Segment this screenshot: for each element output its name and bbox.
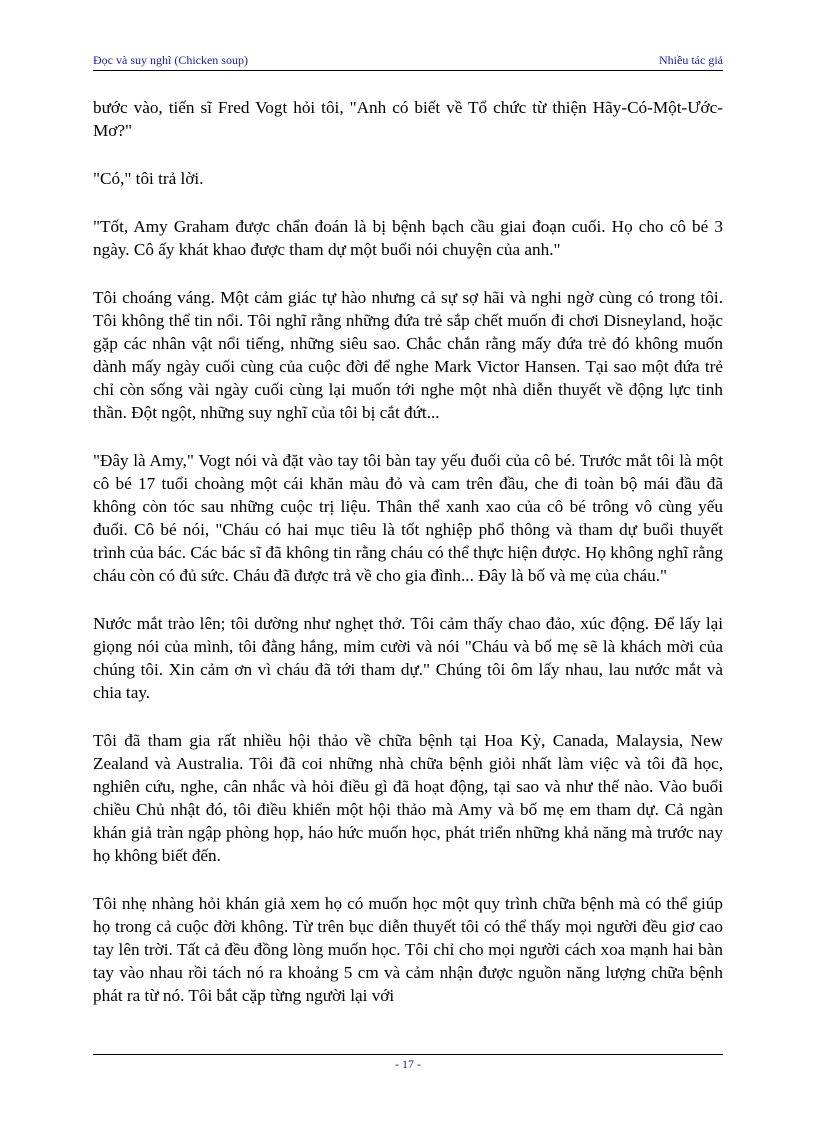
footer-divider [93, 1054, 723, 1055]
page-body [93, 96, 723, 1032]
paragraph: "Có," tôi trả lời. [93, 169, 204, 188]
paragraph: bước vào, tiến sĩ Fred Vogt hỏi tôi, "Anh có biết về Tổ chức từ thiện Hãy-Có-Một-Ước-Mơ?" [93, 98, 723, 140]
page-header [93, 48, 723, 71]
paragraph: Nước mắt trào lên; tôi dường như nghẹt thở. Tôi cảm thấy chao đảo, xúc động. Để lấy lại giọng nói của mình, tôi đằng hắng, mỉm cười và nói "Cháu và bố mẹ sẽ là khách mời của chúng tôi. Xin cảm ơn vì cháu đã tới tham dự." Chúng tôi ôm lấy nhau, lau nước mắt và chia tay. [93, 614, 723, 702]
paragraph: "Tốt, Amy Graham được chẩn đoán là bị bệnh bạch cầu giai đoạn cuối. Họ cho cô bé 3 ngày. Cô ấy khát khao được tham dự một buổi nói chuyện của anh." [93, 217, 723, 259]
page-number: - 17 - [395, 1057, 421, 1071]
paragraph: "Đây là Amy," Vogt nói và đặt vào tay tôi bàn tay yếu đuối của cô bé. Trước mắt tôi là một cô bé 17 tuổi choàng một cái khăn màu đỏ và cam trên đầu, che đi toàn bộ mái đầu đã không còn tóc sau những cuộc trị liệu. Thân thể xanh xao của cô bé trông vô cùng yếu đuối. Cô bé nói, "Cháu có hai mục tiêu là tốt nghiệp phổ thông và tham dự buổi thuyết trình của bác. Các bác sĩ đã không tin rằng cháu có thể thực hiện được. Họ không nghĩ rằng cháu còn có đủ sức. Cháu đã được trả về cho gia đình... Đây là bố và mẹ của cháu." [93, 451, 723, 585]
paragraph: Tôi đã tham gia rất nhiều hội thảo về chữa bệnh tại Hoa Kỳ, Canada, Malaysia, New Zealand và Australia. Tôi đã coi những nhà chữa bệnh giỏi nhất làm việc và tôi đã học, nghiên cứu, nghe, cân nhắc và hỏi điều gì đã hoạt động, tại sao và như thế nào. Vào buổi chiều Chủ nhật đó, tôi điều khiển một hội thảo mà Amy và bố mẹ em tham dự. Cả ngàn khán giả tràn ngập phòng họp, háo hức muốn học, phát triển những khả năng mà trước nay họ không biết đến. [93, 731, 723, 865]
paragraph: Tôi nhẹ nhàng hỏi khán giả xem họ có muốn học một quy trình chữa bệnh mà có thể giúp họ trong cả cuộc đời không. Từ trên bục diễn thuyết tôi có thể thấy mọi người đều giơ cao tay lên trời. Tất cả đều đồng lòng muốn học. Tôi chỉ cho mọi người cách xoa mạnh hai bàn tay vào nhau rồi tách nó ra khoảng 5 cm và cảm nhận được nguồn năng lượng chữa bệnh phát ra từ nó. Tôi bắt cặp từng người lại với [93, 894, 723, 1005]
paragraph: Tôi choáng váng. Một cảm giác tự hào nhưng cả sự sợ hãi và nghi ngờ cùng có trong tôi. Tôi không thể tin nổi. Tôi nghĩ rằng những đứa trẻ sắp chết muốn đi chơi Disneyland, hoặc gặp các nhân vật nổi tiếng, những siêu sao. Chắc chắn rằng mấy đứa trẻ đó không muốn dành mấy ngày cuối cùng của cuộc đời để nghe Mark Victor Hansen. Tại sao một đứa trẻ chỉ còn sống vài ngày cuối cùng lại muốn tới nghe một nhà diễn thuyết về động lực tinh thần. Đột ngột, những suy nghĩ của tôi bị cắt đứt... [93, 288, 723, 422]
header-author: Nhiều tác giả [659, 53, 723, 67]
header-book-title: Đọc và suy nghĩ (Chicken soup) [93, 53, 248, 67]
